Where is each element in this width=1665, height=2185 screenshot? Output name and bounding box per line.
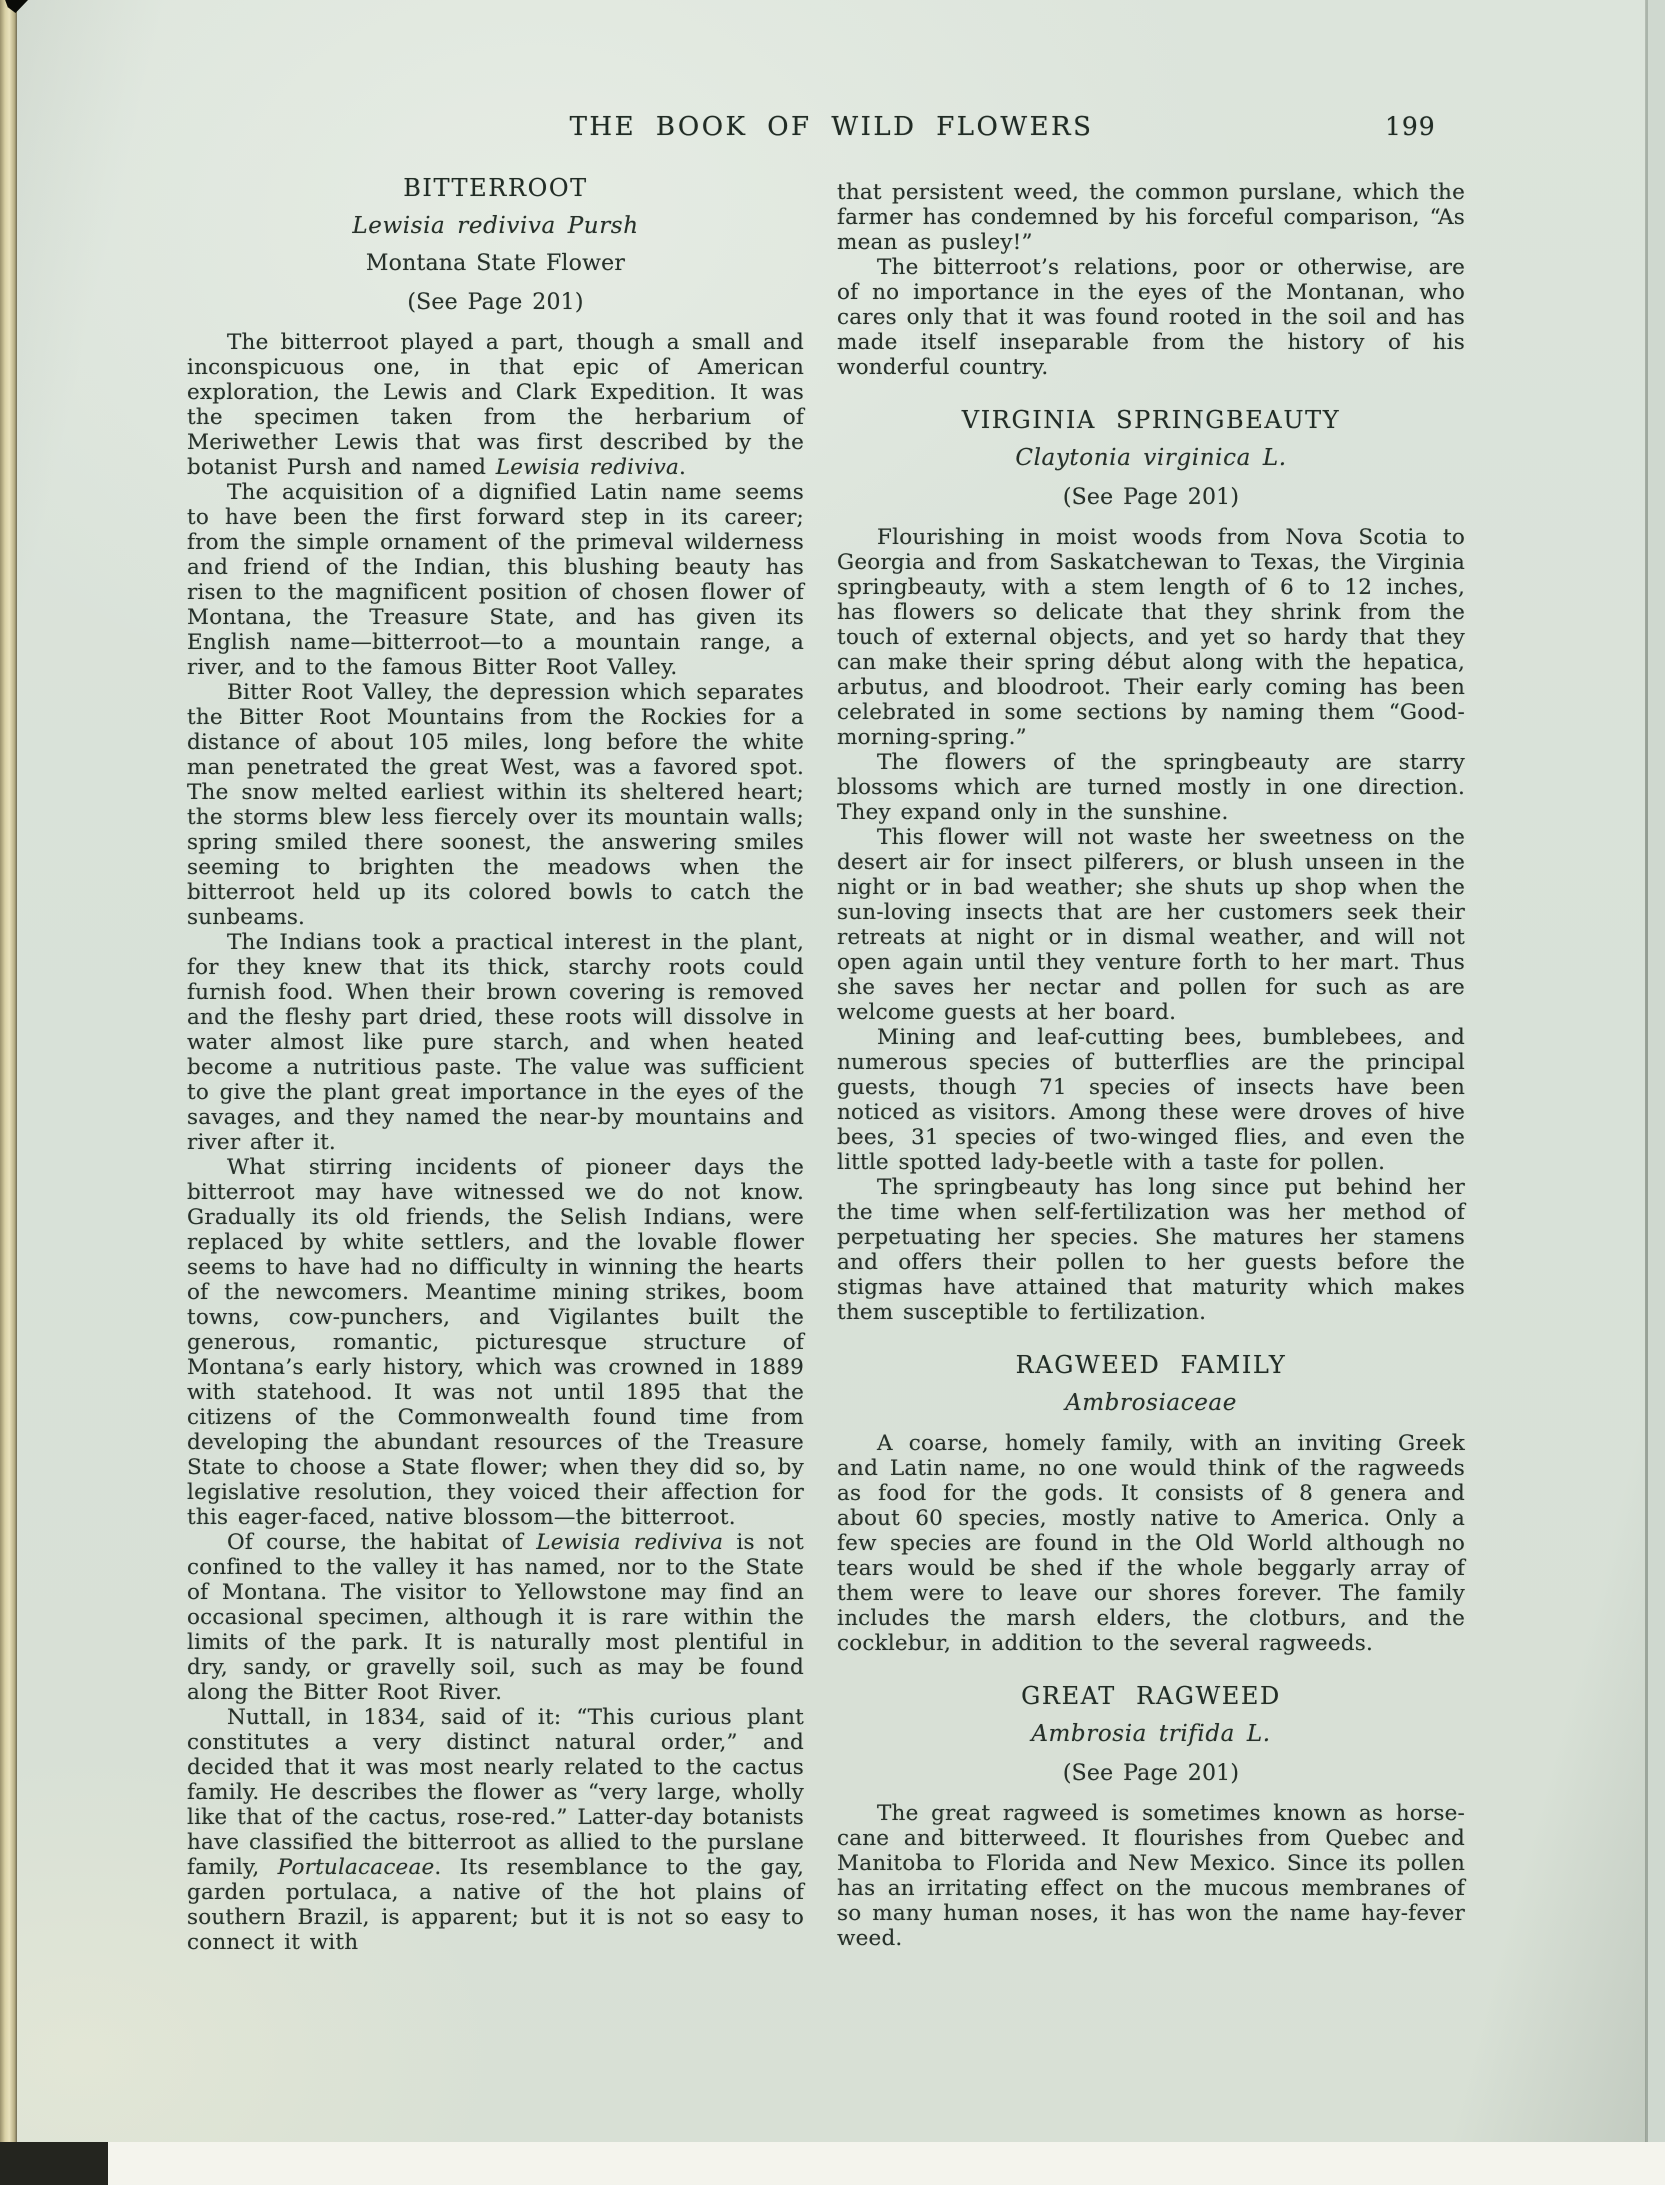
right-column <box>837 180 1465 1951</box>
page-surface <box>17 0 1646 2142</box>
paragraph <box>837 180 1465 255</box>
section-virginia-springbeauty <box>837 408 1465 1325</box>
body-text: The bitterroot’s relations, poor or otherwise, are of no importance in the eyes of the Montanan, who cares only that it was found rooted in the soil and has made itself inseparable from the history of his wonderful country. <box>837 255 1465 380</box>
paragraph <box>837 255 1465 380</box>
section-latin-name: Lewisia rediviva Pursh <box>352 213 639 239</box>
paragraph <box>837 1801 1465 1951</box>
body-text: The springbeauty has long since put behind her the time when self-fertilization was her method of perpetuating her species. She matures her stamens and offers their pollen to her guests before the stigmas have attained that maturity which makes them susceptible to fertilization. <box>837 1175 1465 1325</box>
body-text: . <box>679 455 687 480</box>
body-text: The bitterroot played a part, though a small and inconspicuous one, in that epic of American exploration, the Lewis and Clark Expedition. It was the specimen taken from the herbarium of Meriwether Lewis that was first described by the botanist Pursh and named <box>187 330 804 480</box>
body-text: This flower will not waste her sweetness on the desert air for insect pilferers, or blush unseen in the night or in bad weather; she shuts up shop when the sun-loving insects that are her customers seek their retreats at night or in dismal weather, and will not open again until they venture forth to her mart. Thus she saves her nectar and pollen for such as are welcome guests at her board. <box>837 825 1465 1025</box>
paragraph <box>837 525 1465 750</box>
latin-term: Lewisia rediviva <box>495 455 680 480</box>
body-text: The great ragweed is sometimes known as horse-cane and bitterweed. It flourishes from Quebec and Manitoba to Florida and New Mexico. Since its pollen has an irritating effect on the mucous membranes of so many human noses, it has won the name hay-fever weed. <box>837 1801 1465 1951</box>
section-bitterroot <box>187 176 804 1955</box>
body-text: that persistent weed, the common purslane, which the farmer has condemned by his forceful comparison, “As mean as pusley!” <box>837 180 1465 255</box>
section-heading: VIRGINIA SPRINGBEAUTY <box>961 406 1341 434</box>
body-text: Mining and leaf-cutting bees, bumblebees, and numerous species of butterflies are the principal guests, though 71 species of insects have been noticed as visitors. Among these were droves of hive bees, 31 species of two-winged flies, and even the little spotted lady-beetle with a taste for pollen. <box>837 1025 1465 1175</box>
section-heading: GREAT RAGWEED <box>1021 1682 1281 1710</box>
body-text: A coarse, homely family, with an inviting Greek and Latin name, no one would think of the ragweeds as food for the gods. It consists of 8 genera and about 60 species, mostly native to America. Only a few species are found in the Old World although no tears would be shed if the whole beggarly array of them were to leave our shores forever. The family includes the marsh elders, the clotburs, and the cocklebur, in addition to the several ragweeds. <box>837 1431 1465 1656</box>
page-number: 199 <box>1385 112 1436 141</box>
body-text: Of course, the habitat of <box>227 1530 537 1555</box>
left-column <box>187 176 804 1955</box>
paragraph <box>187 480 804 680</box>
book-page-edge <box>0 0 17 2142</box>
section-subtitle: Montana State Flower <box>365 251 626 276</box>
section-see-page-reference: (See Page 201) <box>407 290 584 315</box>
body-text: is not confined to the valley it has named, nor to the State of Montana. The visitor to Yellowstone may find an occasional specimen, although it is rare within the limits of the park. It is naturally most plentiful in dry, sandy, or gravelly soil, such as may be found along the Bitter Root River. <box>187 1530 804 1705</box>
paragraph <box>837 825 1465 1025</box>
section-latin-name: Ambrosia trifida L. <box>1031 1721 1271 1747</box>
latin-term: Lewisia rediviva <box>536 1530 724 1555</box>
paragraph <box>187 1705 804 1955</box>
section-great-ragweed <box>837 1684 1465 1951</box>
section-see-page-reference: (See Page 201) <box>1062 485 1240 510</box>
scan-bottom-left-shadow <box>0 2142 108 2185</box>
section-ragweed-family <box>837 1353 1465 1656</box>
body-text: What stirring incidents of pioneer days the bitterroot may have witnessed we do not know. Gradually its old friends, the Selish Indians, were replaced by white settlers, and the lovable flower seems to have had no difficulty in winning the hearts of the newcomers. Meantime mining strikes, boom towns, cow-punchers, and Vigilantes built the generous, romantic, picturesque structure of Montana’s early history, which was crowned in 1889 with statehood. It was not until 1895 that the citizens of the Commonwealth found time from developing the abundant resources of the Treasure State to choose a State flower; when they did so, by legislative resolution, they voiced their affection for this eager-faced, native blossom—the bitterroot. <box>187 1155 804 1530</box>
section-heading: RAGWEED FAMILY <box>1015 1351 1287 1379</box>
running-header <box>17 112 1646 146</box>
section-continuation <box>837 180 1465 380</box>
paragraph <box>187 680 804 930</box>
paragraph <box>837 1175 1465 1325</box>
paragraph <box>187 930 804 1155</box>
latin-term: Portulacaceae <box>277 1855 435 1880</box>
body-text: The flowers of the springbeauty are starry blossoms which are turned mostly in one direction. They expand only in the sunshine. <box>837 750 1465 825</box>
body-text: The Indians took a practical interest in the plant, for they knew that its thick, starchy roots could furnish food. When their brown covering is removed and the fleshy part dried, these roots will dissolve in water almost like pure starch, and when heated become a nutritious paste. The value was sufficient to give the plant great importance in the eyes of the savages, and they named the near-by mountains and river after it. <box>187 930 804 1155</box>
page-right-edge-line <box>1645 0 1648 2142</box>
paragraph <box>837 750 1465 825</box>
section-see-page-reference: (See Page 201) <box>1062 1761 1240 1786</box>
paragraph <box>187 330 804 480</box>
running-header-title: THE BOOK OF WILD FLOWERS <box>569 112 1094 142</box>
scan-bottom-margin <box>0 2142 1665 2185</box>
section-latin-name: Claytonia virginica L. <box>1015 445 1287 471</box>
body-text: Bitter Root Valley, the depression which separates the Bitter Root Mountains from the Rockies for a distance of about 105 miles, long before the white man penetrated the great West, was a favored spot. The snow melted earliest within its sheltered heart; the storms blew less fiercely over its mountain walls; spring smiled there soonest, the answering smiles seeming to brighten the meadows when the bitterroot held up its colored bowls to catch the sunbeams. <box>187 680 804 930</box>
body-text: Flourishing in moist woods from Nova Scotia to Georgia and from Saskatchewan to Texas, the Virginia springbeauty, with a stem length of 6 to 12 inches, has flowers so delicate that they shrink from the touch of external objects, and yet so hardy that they can make their spring début along with the hepatica, arbutus, and bloodroot. Their early coming has been celebrated in some sections by naming them “Good-morning-spring.” <box>837 525 1465 750</box>
paragraph <box>187 1530 804 1705</box>
body-text: The acquisition of a dignified Latin name seems to have been the first forward step in its career; from the simple ornament of the primeval wilderness and friend of the Indian, this blushing beauty has risen to the magnificent position of chosen flower of Montana, the Treasure State, and has given its English name—bitterroot—to a mountain range, a river, and to the famous Bitter Root Valley. <box>187 480 804 680</box>
body-text: . Its resemblance to the gay, garden portulaca, a native of the hot plains of southern Brazil, is apparent; but it is not so easy to connect it with <box>187 1855 804 1955</box>
body-text: Nuttall, in 1834, said of it: “This curious plant constitutes a very distinct natural order,” and decided that it was most nearly related to the cactus family. He describes the flower as “very large, wholly like that of the cactus, rose-red.” Latter-day botanists have classified the bitterroot as allied to the purslane family, <box>187 1705 804 1880</box>
section-latin-name: Ambrosiaceae <box>1065 1390 1237 1416</box>
section-heading: BITTERROOT <box>403 174 588 202</box>
paragraph <box>837 1431 1465 1656</box>
paragraph <box>187 1155 804 1530</box>
paragraph <box>837 1025 1465 1175</box>
